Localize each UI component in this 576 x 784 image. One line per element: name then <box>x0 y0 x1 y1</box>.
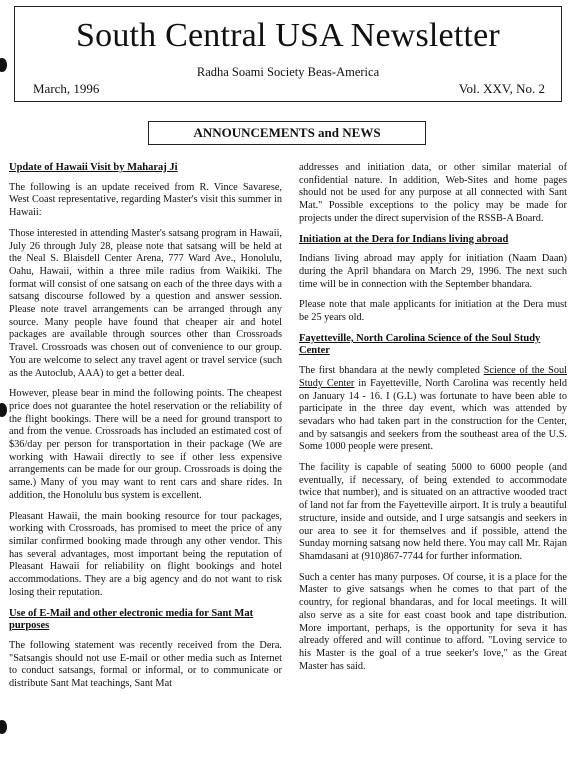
article-paragraph: The following is an update received from R. Vince Savarese, West Coast representative, regarding Master's visit this summer in Hawaii: <box>9 181 282 219</box>
article-paragraph: Such a center has many purposes. Of course, it is a place for the Master to give satsangs when he comes to that part of the country, for regional bhandaras, and for local meetings. It will also serve as a site for east coast book and tape distribution. More important, perhaps, is the opportunity for seva it has already offered and will continue to afford. "Loving service to his Master is the goal of a true seeker's love," as the Great Master has said. <box>299 571 567 672</box>
right-column <box>299 162 567 681</box>
article-paragraph: The following statement was recently received from the Dera. "Satsangis should not use E-mail or other media such as Internet to conduct satsangs, formal or informal, or to communicate or distribute Sant Mat teachings, Sant Mat <box>9 639 282 690</box>
newsletter-title: South Central USA Newsletter <box>76 17 500 54</box>
binder-hole-mark <box>0 720 7 734</box>
article-paragraph: Pleasant Hawaii, the main booking resource for tour packages, working with Crossroads, has promised to meet the price of any similar confirmed booking made through any other vendor. This has several advantages, most important being the reputation of Pleasant Hawaii for reliability on flight bookings and hotel accommodations. They are a big agency and do not want to risk losing their reputation. <box>9 510 282 598</box>
study-center-name: Science of the Soul Study Center <box>299 365 567 389</box>
section-title: ANNOUNCEMENTS and NEWS <box>148 121 426 145</box>
binder-hole-mark <box>0 58 7 72</box>
article-heading-initiation: Initiation at the Dera for Indians living abroad <box>299 233 509 245</box>
article-heading-hawaii: Update of Hawaii Visit by Maharaj Ji <box>9 162 178 173</box>
article-paragraph: Those interested in attending Master's satsang program in Hawaii, July 26 through July 28, please note that satsang will be held at the Neal S. Blaisdell Center Arena, 777 Ward Ave., Honolulu, Oahu, Hawaii, within a three mile radius from Waikiki. The format will consist of one satsang on each of the three days with a satsang discourse followed by a question and answer session. Please note travel arrangements can be arranged through any source. Many people have found that cheaper air and hotel packages are available through sources other than Crossroads Travel. Crossroads was chosen out of convenience to our group. You are welcome to select any travel agent or travel service (such as the Autoclub, AAA) to get a better deal. <box>9 227 282 379</box>
article-paragraph <box>299 365 567 454</box>
article-paragraph: Please note that male applicants for initiation at the Dera must be 25 years old. <box>299 299 567 324</box>
newsletter-subtitle: Radha Soami Society Beas-America <box>196 65 380 79</box>
issue-date: March, 1996 <box>33 81 100 96</box>
article-heading-fayetteville: Fayetteville, North Carolina Science of the Soul Study Center <box>299 332 541 357</box>
masthead <box>14 6 562 102</box>
article-paragraph: addresses and initiation data, or other similar material of confidential nature. In addition, Web-Sites and home pages should not be used for any purpose at all connected with Sant Mat." Possible exceptions to the policy may be made for projects under the direct supervision of the RSSB-A Board. <box>299 162 567 224</box>
binder-hole-mark <box>0 403 7 417</box>
left-column <box>9 162 282 699</box>
issue-volume: Vol. XXV, No. 2 <box>458 81 545 96</box>
article-paragraph: Indians living abroad may apply for initiation (Naam Daan) during the April bhandara on March 29, 1996. The next such time will be in connection with the September bhandara. <box>299 253 567 290</box>
article-paragraph: The facility is capable of seating 5000 to 6000 people (and eventually, if necessary, of being extended to accommodate twice that number), and is situated on an attractive wooded tract of land not far from the Fayetteville airport. It is truly a beautiful structure, inside and outside, and I urge satsangis and seekers in our area to see it for themselves and if possible, attend the Sunday morning satsang now held there. You may call Mr. Rajan Shamdasani at (910)867-7744 for further information. <box>299 462 567 562</box>
article-heading-email: Use of E-Mail and other electronic media for Sant Mat purposes <box>9 607 254 632</box>
paragraph-text: The first bhandara at the newly completed <box>299 365 484 377</box>
paragraph-text: in Fayetteville, North Carolina was recently held on January 14 - 16. I (G.L) was fortunate to have been able to participate in the three day event, which was attended by sevadars who had taken part in the construction for the Center, and by satsangis and seekers from the southeast area of the U.S. Some 1000 people were present. <box>299 377 567 453</box>
article-paragraph: However, please bear in mind the following points. The cheapest price does not guarantee the hotel reservation or the reliability of the flight bookings. There will be a need for ground transport to and from the venue. Crossroads has included an estimated cost of $36/day per person for transportation in their package (We are working with Hawaii directly to see if other less expensive arrangements can be made for our group. Crossroads is doing the same.) Many of you may want to rent cars and share rides. In addition, the Honolulu bus system is excellent. <box>9 388 282 501</box>
